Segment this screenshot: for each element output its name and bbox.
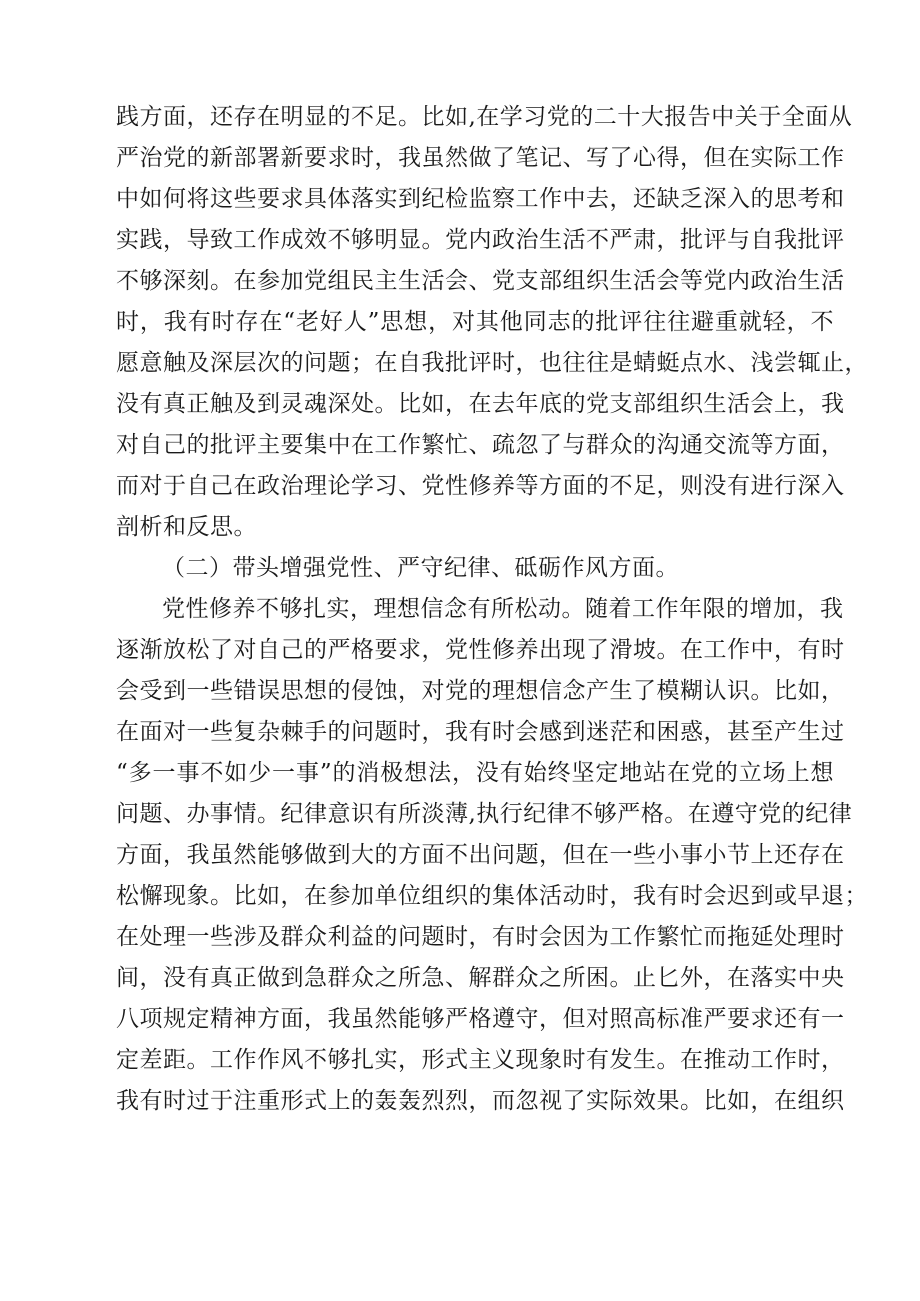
text-line: 时，我有时存在“老好人”思想，对其他同志的批评往往避重就轻，不 (116, 309, 834, 335)
text-line: 党性修养不够扎实，理想信念有所松动。随着工作年限的增加，我 (162, 596, 844, 622)
text-line: 剖析和反思。 (116, 514, 257, 540)
text-line: 严治党的新部署新要求时，我虽然做了笔记、写了心得，但在实际工作 (116, 145, 845, 171)
text-line: 我有时过于注重形式上的轰轰烈烈，而忽视了实际效果。比如，在组织 (116, 1088, 845, 1114)
text-line: 中如何将这些要求具体落实到纪检监察工作中去，还缺乏深入的思考和 (116, 186, 845, 212)
section-heading: （二）带头增强党性、严守纪律、砥砺作风方面。 (162, 555, 679, 581)
text-line: 间，没有真正做到急群众之所急、解群众之所困。止匕外，在落实中央 (116, 965, 845, 991)
paragraph-2 (116, 589, 868, 1122)
text-line: “多一事不如少一事”的消极想法，没有始终坚定地站在党的立场上想 (116, 760, 834, 786)
text-line: 八项规定精神方面，我虽然能够严格遵守，但对照高标准严要求还有一 (116, 1006, 845, 1032)
text-line: 实践，导致工作成效不够明显。党内政治生活不严肃，批评与自我批评 (116, 227, 845, 253)
text-line: 在面对一些复杂棘手的问题时，我有时会感到迷茫和困惑，甚至产生过 (116, 719, 845, 745)
text-line: 践方面，还存在明显的不足。比如,在学习党的二十大报告中关于全面从 (116, 104, 853, 130)
text-line: 愿意触及深层次的问题；在自我批评时，也往往是蜻蜓点水、浅尝辄止， (116, 350, 868, 376)
text-line: 对自己的批评主要集中在工作繁忙、疏忽了与群众的沟通交流等方面， (116, 432, 845, 458)
text-line: 在处理一些涉及群众利益的问题时，有时会因为工作繁忙而拖延处理时 (116, 924, 845, 950)
text-line: 问题、办事情。纪律意识有所淡薄,执行纪律不够严格。在遵守党的纪律 (116, 801, 853, 827)
text-line: 而对于自己在政治理论学习、党性修养等方面的不足，则没有进行深入 (116, 473, 845, 499)
text-line: 不够深刻。在参加党组民主生活会、党支部组织生活会等党内政治生活 (116, 268, 845, 294)
text-line: 会受到一些错误思想的侵蚀，对党的理想信念产生了模糊认识。比如， (116, 678, 845, 704)
paragraph-1 (116, 97, 868, 548)
text-line: 方面，我虽然能够做到大的方面不出问题，但在一些小事小节上还存在 (116, 842, 845, 868)
text-line: 松懈现象。比如，在参加单位组织的集体活动时，我有时会迟到或早退； (116, 883, 868, 909)
text-line: 定差距。工作作风不够扎实，形式主义现象时有发生。在推动工作时， (116, 1047, 845, 1073)
text-line: 没有真正触及到灵魂深处。比如，在去年底的党支部组织生活会上，我 (116, 391, 845, 417)
text-line: 逐渐放松了对自己的严格要求，党性修养出现了滑坡。在工作中，有时 (116, 637, 845, 663)
document-body (116, 97, 868, 1122)
